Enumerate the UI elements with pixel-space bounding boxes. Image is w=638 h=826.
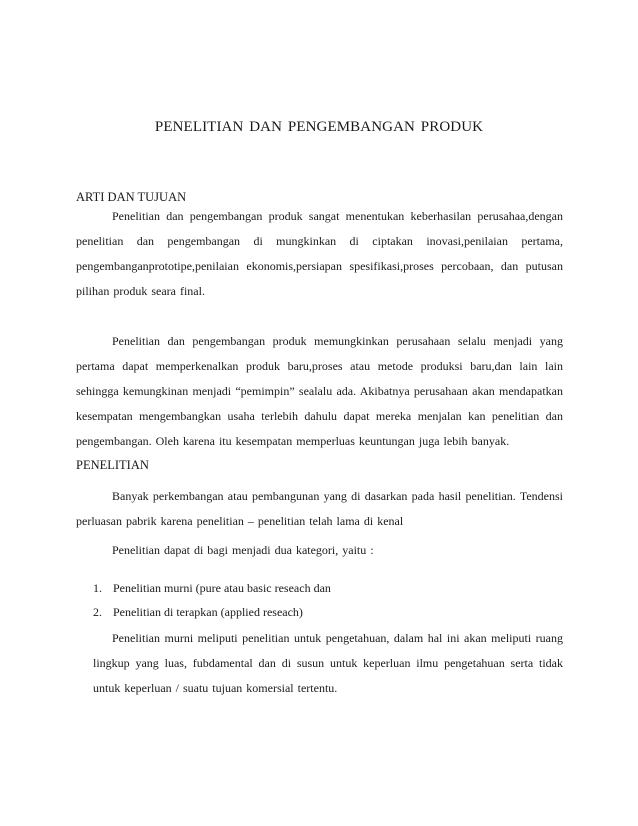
paragraph-penelitian-2: Penelitian dapat di bagi menjadi dua kategori, yaitu : (112, 543, 374, 557)
paragraph-arti-2: Penelitian dan pengembangan produk memungkinkan perusahaan selalu menjadi yang pertama dapat memperkenalkan produk baru,proses atau metode produksi baru,dan lain lain sehingga kemungkinan menjadi “pemimpin” sealalu ada. Akibatnya perusahaan akan mendapatkan kesempatan mengembangkan usaha terlebih dahulu dapat mereka menjalan kan penelitian dan pengembangan. Oleh karena itu kesempatan memperluas keuntungan juga lebih banyak. (76, 334, 563, 448)
list-item-text: Penelitian di terapkan (applied reseach) (113, 605, 303, 619)
paragraph-penelitian-murni: Penelitian murni meliputi penelitian untuk pengetahuan, dalam hal ini akan meliputi ruang lingkup yang luas, fubdamental dan di susun untuk keperluan ilmu pengetahuan serta tidak untuk keperluan / suatu tujuan komersial tertentu. (93, 631, 563, 695)
list-item-text: Penelitian murni (pure atau basic reseach dan (113, 581, 331, 595)
paragraph-penelitian-1: Banyak perkembangan atau pembangunan yang di dasarkan pada hasil penelitian. Tendensi perluasan pabrik karena penelitian – penelitian telah lama di kenal (76, 489, 563, 528)
paragraph-arti-1: Penelitian dan pengembangan produk sangat menentukan keberhasilan perusahaa,dengan penelitian dan pengembangan di mungkinkan di ciptakan inovasi,penilaian pertama, pengembanganprototipe,penilaian ekonomis,persiapan spesifikasi,proses percobaan, dan putusan pilihan produk seara final. (76, 209, 563, 298)
list-item (93, 600, 331, 624)
section-heading-penelitian: PENELITIAN (76, 458, 149, 472)
list-item (93, 576, 331, 600)
penelitian-categories-list (93, 576, 331, 624)
page-title: PENELITIAN DAN PENGEMBANGAN PRODUK (154, 119, 484, 135)
list-item-number: 2. (93, 605, 102, 619)
section-heading-arti-dan-tujuan: ARTI DAN TUJUAN (76, 190, 187, 204)
list-item-number: 1. (93, 581, 102, 595)
